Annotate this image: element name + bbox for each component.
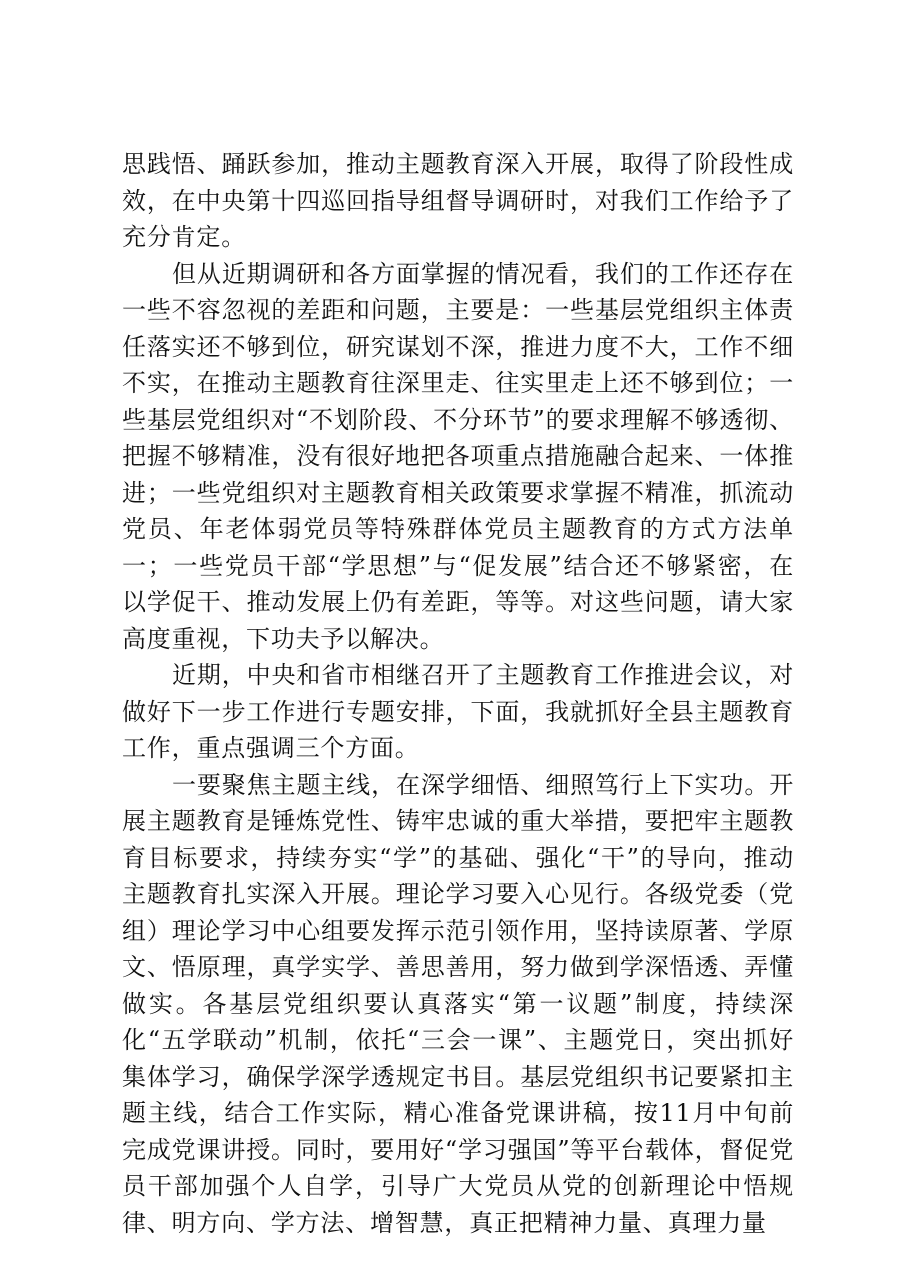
document-body <box>122 146 794 1241</box>
paragraph-3: 近期，中央和省市相继召开了主题教育工作推进会议，对做好下一步工作进行专题安排，下面，我就抓好全县主题教育工作，重点强调三个方面。 <box>122 661 794 762</box>
paragraph-4: 一要聚焦主题主线，在深学细悟、细照笃行上下实功。开展主题教育是锤炼党性、铸牢忠诚的重大举措，要把牢主题教育目标要求，持续夯实“学”的基础、强化“干”的导向，推动主题教育扎实深入开展。理论学习要入心见行。各级党委（党组）理论学习中心组要发挥示范引领作用，坚持读原著、学原文、悟原理，真学实学、善思善用，努力做到学深悟透、弄懂做实。各基层党组织要认真落实“第一议题”制度，持续深化“五学联动”机制，依托“三会一课”、主题党日，突出抓好集体学习，确保学深学透规定书目。基层党组织书记要紧扣主题主线，结合工作实际，精心准备党课讲稿，按11月中旬前完成党课讲授。同时，要用好“学习强国”等平台载体，督促党员干部加强个人自学，引导广大党员从党的创新理论中悟规律、明方向、学方法、增智慧，真正把精神力量、真理力量 <box>122 770 794 1237</box>
paragraph-2: 但从近期调研和各方面掌握的情况看，我们的工作还存在一些不容忽视的差距和问题，主要是：一些基层党组织主体责任落实还不够到位，研究谋划不深，推进力度不大，工作不细不实，在推动主题教育往深里走、往实里走上还不够到位；一些基层党组织对“不划阶段、不分环节”的要求理解不够透彻、把握不够精准，没有很好地把各项重点措施融合起来、一体推进；一些党组织对主题教育相关政策要求掌握不精准，抓流动党员、年老体弱党员等特殊群体党员主题教育的方式方法单一；一些党员干部“学思想”与“促发展”结合还不够紧密，在以学促干、推动发展上仍有差距，等等。对这些问题，请大家高度重视，下功夫予以解决。 <box>122 259 794 653</box>
paragraph-1: 思践悟、踊跃参加，推动主题教育深入开展，取得了阶段性成效，在中央第十四巡回指导组督导调研时，对我们工作给予了充分肯定。 <box>122 150 794 251</box>
